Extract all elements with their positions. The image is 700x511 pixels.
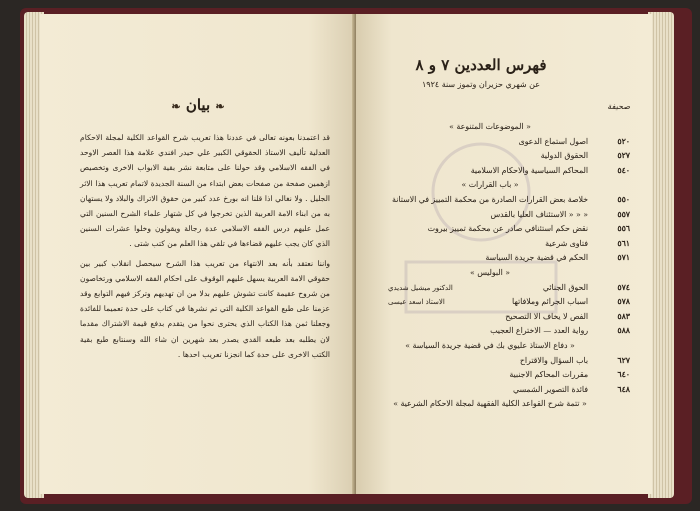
- toc-entry-title: اصول استماع الدعوى: [518, 136, 588, 146]
- toc-entry-title: الحكم في قضية جريدة السياسة: [485, 253, 588, 263]
- announcement-heading: [40, 96, 356, 114]
- right-page: [356, 14, 652, 494]
- toc-entry: [380, 295, 630, 310]
- toc-page-number: ٥٧١: [617, 253, 630, 263]
- toc-entry-title: المحاكم السياسية والاحكام الاسلامية: [470, 165, 588, 175]
- toc-page-number: ٥٢٠: [617, 136, 630, 146]
- table-of-contents: [380, 120, 630, 412]
- toc-page-number: ٥٢٧: [617, 151, 630, 161]
- toc-entry-title: « « « الاستئناف العليا بالقدس: [490, 209, 588, 219]
- toc-entry-author: الدكتور ميشيل شديدي: [388, 283, 453, 292]
- toc-section-title: « تتمة شرح القواعد الكلية الفقهية لمجلة الاحكام الشرعية »: [393, 399, 587, 409]
- toc-entry: [380, 135, 630, 150]
- toc-entry-title: خلاصة بعض القرارات الصادرة من محكمة التمييز في الاستانة: [392, 194, 588, 204]
- toc-section-heading: [380, 178, 630, 193]
- toc-entry: [380, 368, 630, 383]
- toc-page-number: ٥٧٤: [617, 282, 630, 292]
- toc-section-title: « دفاع الاستاذ عليوي بك في قضية جريدة السياسة »: [405, 340, 575, 350]
- toc-entry: [380, 193, 630, 208]
- toc-section-title: « باب القرارات »: [461, 180, 519, 190]
- toc-entry: [380, 383, 630, 398]
- toc-entry-title: نقض حكم استئنافي صادر عن محكمة تمييز بيروت: [427, 224, 588, 234]
- toc-section-title: « الموضوعات المتنوعة »: [449, 122, 531, 131]
- toc-page-number: ٦٤٨: [617, 384, 630, 394]
- toc-entry: [380, 208, 630, 223]
- toc-entry: [380, 164, 630, 179]
- left-page: [40, 14, 356, 494]
- toc-section-title: « البوليس »: [469, 267, 511, 277]
- toc-page-number: ٥٥٦: [617, 224, 630, 234]
- toc-entry: [380, 281, 630, 296]
- index-title: فهرس العددين ٧ و ٨: [415, 56, 547, 74]
- toc-section-heading: [380, 266, 630, 281]
- toc-entry-title: رواية العدد — الاختراع العجيب: [490, 326, 588, 336]
- toc-page-number: ٥٨٨: [617, 326, 630, 336]
- toc-entry: [380, 149, 630, 164]
- toc-entry-author: الاستاذ اسعد عيسى: [388, 298, 445, 307]
- toc-page-number: ٥٥٠: [617, 194, 630, 204]
- ornament-icon: ❧: [171, 100, 181, 113]
- toc-entry: [380, 354, 630, 369]
- announcement-body: [80, 130, 330, 362]
- toc-section-heading: [380, 120, 630, 135]
- announcement-title: بيان: [185, 96, 211, 114]
- index-subtitle: عن شهري حزيران وتموز سنة ١٩٢٤: [421, 80, 541, 89]
- toc-entry: [380, 251, 630, 266]
- paragraph: قد اعتمدنا بعونه تعالى في عددنا هذا تعريب شرح القواعد الكلية لمجلة الاحكام العدلية تأليف الاستاذ الحقوقي الكبير علي حيدر افندي علامة هذا العصر الاوحد في الفقه الاسلامي وقد حولنا على متابعة نشر بقية الابواب الاخرى وتخصيص ازهمين صفحة من صفحات بعض ابتداء من السنة الجديدة لاتمام تعريب هذا الاثر الجليل . ولا نغالي اذا قلنا انه بورخ عدد كبير من حقوق الاتراك والبلاد ولا يستهان به من ابناء الامة العربية الذين تخرجوا في كل شتهار علماء الشرح السنين التي عمل عليهم درس الفقه الاسلامي عدة رجالة ويقولون وخلوا عشرات السنين الذي كان يجب عليهم قضاءها في تلقي هذا العلم من كتب شتى .: [80, 133, 330, 249]
- toc-entry-title: فتاوى شرعية: [545, 238, 588, 248]
- toc-entry-title: الحوق الجنائي: [542, 282, 588, 292]
- toc-entry-title: فائدة التصوير الشمسي: [512, 384, 588, 394]
- toc-entry: [380, 324, 630, 339]
- toc-section-heading: [380, 397, 630, 412]
- toc-section-heading: [380, 339, 630, 354]
- paragraph: واننا نعتقد بأنه بعد الانتهاء من تعريب هذا الشرح سيحصل انقلاب كبير بين حقوقي الامة العربية يسهل عليهم الوقوف على احكام الفقه الاسلامي ورتخاصون من شروح عقيمة كانت تشوش عليهم بدلا من ان تهديهم وتركز فيهم التوابع وقد عزمنا على طبع القواعد الكلية التي تم نشرها في كتاب على حدة تعميما للفائدة وجعلنا ثمن هذا الكتاب الذي يحترى نحوا من يتقدم بدفع قيمة الاشتراك مقدما لان يطلبه بعد طبعه القدي يصدر بعد شهرين ان شاء الله وسنتابع طبع بقية الكتب الاخرى على حدة كما انجزنا تعريب احدها .: [80, 258, 330, 359]
- toc-page-number: ٥٦١: [617, 238, 630, 248]
- toc-entry-title: اسباب الجرائم وملافاتها: [512, 297, 588, 307]
- toc-entry-title: الحقوق الدولية: [540, 151, 588, 161]
- toc-page-number: ٦٤٠: [617, 370, 630, 380]
- ornament-icon: ❧: [215, 100, 225, 113]
- page-column-label: صحيفة: [607, 102, 630, 111]
- toc-page-number: ٥٤٠: [617, 165, 630, 175]
- toc-page-number: ٥٥٧: [617, 209, 630, 219]
- toc-entry-title: باب السؤال والاقتراح: [519, 355, 588, 365]
- toc-entry-title: مقررات المحاكم الاجنبية: [509, 370, 588, 380]
- toc-page-number: ٥٧٨: [617, 297, 630, 307]
- toc-entry: [380, 222, 630, 237]
- toc-entry-title: الفص لا يخاف الا التصحيح: [505, 311, 588, 321]
- toc-entry: [380, 310, 630, 325]
- toc-entry: [380, 237, 630, 252]
- toc-page-number: ٦٢٧: [617, 355, 630, 365]
- toc-page-number: ٥٨٣: [617, 311, 630, 321]
